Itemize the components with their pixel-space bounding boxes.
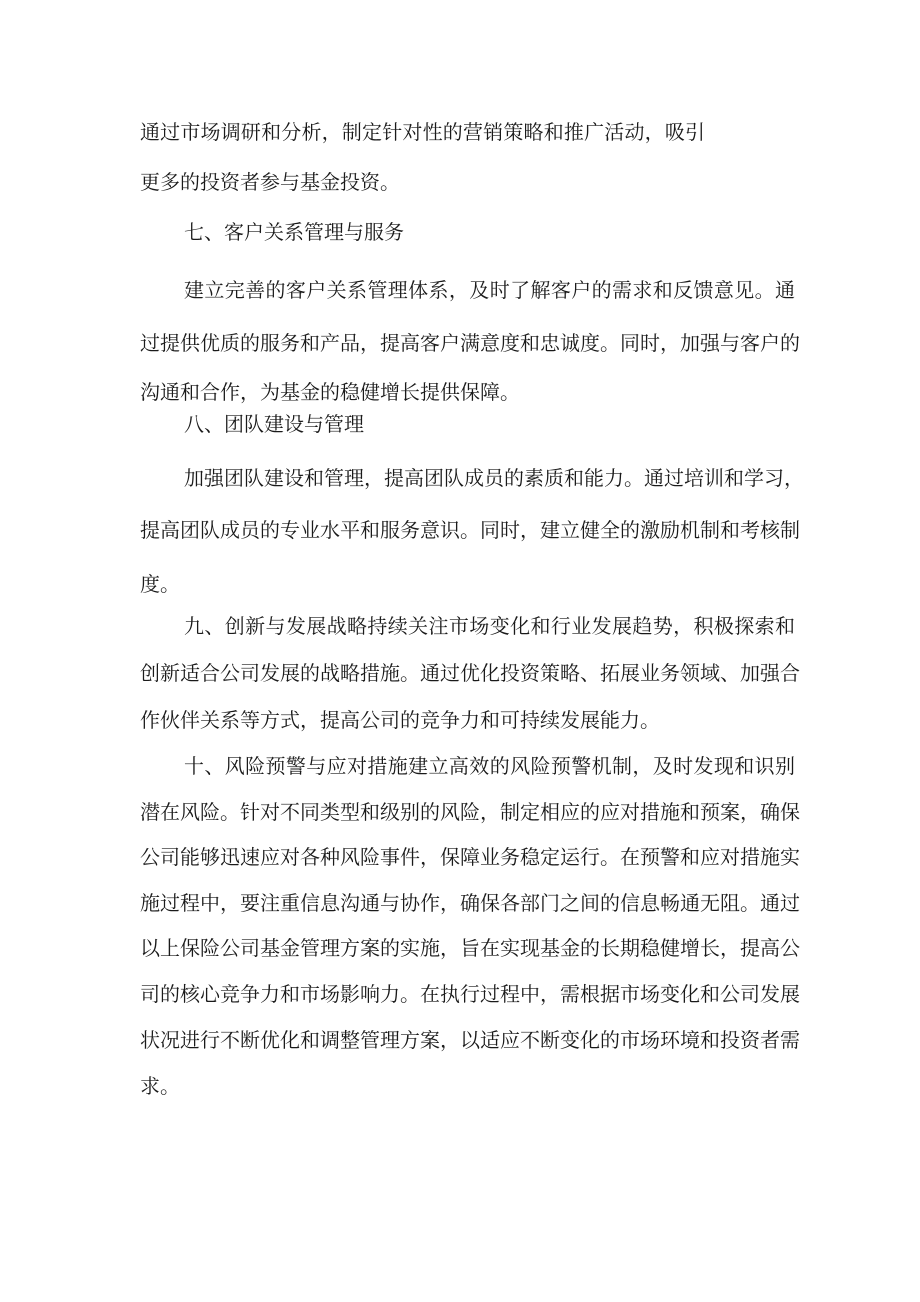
text-line: 潜在风险。针对不同类型和级别的风险，制定相应的应对措施和预案，确保 bbox=[140, 800, 800, 824]
section-heading: 八、团队建设与管理 bbox=[184, 412, 364, 436]
text-line: 公司能够迅速应对各种风险事件，保障业务稳定运行。在预警和应对措施实 bbox=[140, 845, 800, 869]
text-line: 求。 bbox=[140, 1074, 180, 1098]
text-line: 十、风险预警与应对措施建立高效的风险预警机制，及时发现和识别 bbox=[184, 754, 795, 778]
text-line: 施过程中，要注重信息沟通与协作，确保各部门之间的信息畅通无阻。通过 bbox=[140, 891, 800, 915]
text-line: 状况进行不断优化和调整管理方案，以适应不断变化的市场环境和投资者需 bbox=[140, 1028, 800, 1052]
text-line: 度。 bbox=[140, 572, 180, 596]
text-line: 过提供优质的服务和产品，提高客户满意度和忠诚度。同时，加强与客户的 bbox=[140, 331, 800, 355]
text-line: 提高团队成员的专业水平和服务意识。同时，建立健全的激励机制和考核制 bbox=[140, 518, 800, 542]
text-line: 加强团队建设和管理，提高团队成员的素质和能力。通过培训和学习， bbox=[184, 466, 804, 490]
text-line: 创新适合公司发展的战略措施。通过优化投资策略、拓展业务领域、加强合 bbox=[140, 661, 800, 685]
text-line: 沟通和合作，为基金的稳健增长提供保障。 bbox=[140, 380, 520, 404]
text-line: 作伙伴关系等方式，提高公司的竞争力和可持续发展能力。 bbox=[140, 708, 660, 732]
text-line: 建立完善的客户关系管理体系，及时了解客户的需求和反馈意见。通 bbox=[184, 278, 795, 302]
text-line: 司的核心竞争力和市场影响力。在执行过程中，需根据市场变化和公司发展 bbox=[140, 982, 800, 1006]
text-line: 通过市场调研和分析，制定针对性的营销策略和推广活动，吸引 bbox=[140, 120, 705, 144]
text-line: 以上保险公司基金管理方案的实施，旨在实现基金的长期稳健增长，提高公 bbox=[140, 936, 800, 960]
text-line: 更多的投资者参与基金投资。 bbox=[140, 170, 400, 194]
text-line: 九、创新与发展战略持续关注市场变化和行业发展趋势，积极探索和 bbox=[184, 614, 795, 638]
section-heading: 七、客户关系管理与服务 bbox=[184, 220, 404, 244]
